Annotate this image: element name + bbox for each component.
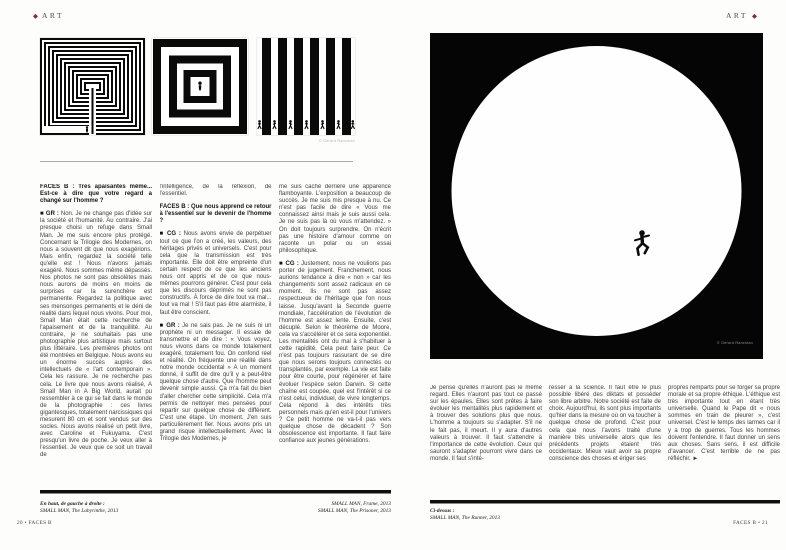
- interview-paragraph: propres remparts pour se forger sa propre morale et sa propre éthique. L'éthique est très importante tout en étant très universelle. Quand le Pape dit « nous sommes en train de pleurer », c'est universel. C'est le temps des larmes car il y a trop de guerres. Tous les hommes doivent l'entendre. Il faut donner un sens aux choses. Sans sens, il est difficile d'avancer. C'est terrible de ne pas réfléchir. ►: [668, 385, 780, 462]
- caption-right-page: [430, 508, 500, 522]
- photo-credit: © Gérard Rancinan: [716, 341, 753, 345]
- caption-rule: [40, 490, 391, 494]
- interview-paragraph: Je pense qu'elles n'auront pas le même regard. Elles n'auront pas tout ce passé sur les épaules. Elles sont prêtes à faire évoluer les mentalités plus rapidement et à trouver des solutions plus que nous. L'homme a toujours su s'adapter. S'il ne le fait pas, il meurt. Il y aura d'autres valeurs à trouver. Il faut s'attendre à l'importance de cette évolution. Ceux qui sauront s'adapter pourront vivre dans ce monde. Il faut s'inté-: [430, 385, 542, 462]
- caption-title: SMALL MAN, The Prisoner, 2013: [318, 508, 391, 514]
- interview-paragraph: me suis caché derrière une apparence flamboyante. L'exposition a beaucoup de succès. Je me suis mis presque à nu. Ce n'est pas facile de dire « Vous me connaissez ainsi mais je suis aussi cela. Je ne suis pas là où vous m'attendez. » On doit toujours surprendre. On n'écrit pas une histoire d'amour comme on raconte un polar ou un essai philosophique.: [279, 184, 391, 254]
- text-column: [668, 385, 780, 497]
- page-number-left: 20 • FACES B: [17, 520, 52, 526]
- interview-paragraph: resser à la science. Il faut être le plus possible libéré des diktats et posséder son libre arbitre. Notre société est faite de choix. Aujourd'hui, ils sont plus importants qu'hier dans la mesure où on va toucher à quelque chose de profond. C'est pour cela que nous l'avons traité d'une manière très universelle alors que les précédents projets étaient très occidentaux. Mieux vaut avoir sa propre conscience des choses et ériger ses: [549, 385, 661, 462]
- interview-paragraph: ■ GR : Je ne sais pas. Je ne suis ni un prophète ni un messager. Il essaie de transmettre et de dire : « Vous voyez, nous vivons dans ce monde totalement exagéré, totalement fou. On confond réel et réalité. On fréquente une réalité dans notre monde occidental » A un moment donné, il suffit de dire qu'il y a peut-être quelque chose d'autre. Que l'homme peut devenir simple aussi. Ça m'a fait du bien d'aller chercher cette simplicité. Cela m'a permis de nettoyer mes pensées pour repartir sur quelque chose de différent. C'est une étape. Un moment. J'en suis particulièrement fier. Nous avons pris un grand risque intellectuellement. Avec la Trilogie des Modernes, je: [159, 322, 272, 443]
- divider-rule: [40, 161, 353, 162]
- caption-intro: Ci-dessus :: [430, 508, 455, 514]
- diamond-icon: ◆: [33, 12, 38, 20]
- artwork-runner-image: [430, 33, 763, 359]
- caption-title: SMALL MAN, The Runner, 2013: [430, 515, 500, 521]
- caption-left: [40, 501, 118, 515]
- speaker-label: ■ CG :: [159, 231, 184, 238]
- interview-paragraph: ■ GR : Non. Je ne change pas d'idée sur la société et l'humanité. Au contraire. J'ai presque choisi un refuge dans Small Man. Je me suis encore plus protégé. Concernant la Trilogie des Modernes, on nous a souvent dit que nous exagérions. Mais enfin, regardez la société telle qu'elle est ! Nous n'avons jamais exagéré. Nous sommes même dépassés. Nos photos ne sont pas obsolètes mais nous aurons de moins en moins de surprises car la surenchère est permanente. Regardez la politique avec ses mensonges permanents et le déni de réalité dans lequel nous vivons. Pour moi, Small Man était cette recherche de l'apaisement et de la tranquillité. Au contraire, je ne souhaitais pas une photographie plus artistique mais surtout plus littéraire. Les premières photos ont été montrées en Belgique. Nous avons eu un énorme succès auprès des intellectuels de « l'art contemporain ». Cela les rassure. Je ne recherche pas cela. Le livre que nous avons réalisé, A Small Man in A Big World, aurait pu ressembler à ce qui se fait dans le monde de la photographie : ces livres gigantesques, totalement narcissiques qui mesurent 80 cm et sont vendus sur des socles. Nous avons réalisé un petit livre, avec Caroline et Fukuyama. C'est presqu'un livre de poche. Je veux aller à l'essentiel. Je veux que ce soit un travail de: [40, 211, 152, 459]
- caption-intro: En haut, de gauche à droite :: [40, 501, 105, 507]
- artwork-labyrinthe-image: [40, 38, 145, 135]
- caption-title: SMALL MAN, Frame, 2013: [331, 501, 391, 507]
- caption-rule: [430, 500, 780, 504]
- interview-question: FACES B : Que nous apprend ce retour à l'essentiel sur le devenir de l'homme ?: [159, 204, 272, 225]
- speaker-label: ■ GR :: [159, 322, 183, 329]
- text-column: [160, 184, 272, 488]
- kicker-label: ART: [42, 11, 65, 20]
- interview-question: FACES B : Très apaisantes même... Est-ce à dire que votre regard a changé sur l'homme ?: [40, 184, 152, 205]
- speaker-label: ■ GR :: [40, 211, 61, 218]
- text-column: [279, 184, 391, 488]
- left-page-kicker: [33, 11, 64, 20]
- text-column: [430, 385, 542, 497]
- artwork-prisoner-image: [257, 38, 355, 135]
- interview-paragraph: l'intelligence, de la réflexion, de l'essentiel.: [159, 184, 272, 198]
- text-column: [549, 385, 661, 497]
- caption-title: SMALL MAN, The Labyrinthe, 2013: [40, 508, 119, 514]
- right-text-columns: [430, 385, 780, 497]
- diamond-icon: ◆: [752, 12, 757, 20]
- kicker-label: ART: [725, 11, 748, 20]
- photo-credit: © Gérard Rancinan: [318, 139, 355, 143]
- caption-middle: [203, 501, 391, 515]
- speaker-label: ■ CG :: [279, 260, 302, 267]
- right-page-kicker: [726, 11, 757, 20]
- interview-paragraph: ■ CG : Justement, nous ne voulions pas porter de jugement. Franchement, nous aurions tendance à dire « non » car les changements sont assez radicaux en ce moment. Ils ne sont pas assez respectueux de l'héritage que l'on nous laisse. Jusqu'avant la Seconde guerre mondiale, l'accélération de l'évolution de l'homme est assez lente. Ensuite, c'est décuplé. Selon le théorème de Moore, cela va s'accélérer et ce sera exponentiel. Les mentalités ont du mal à s'habituer à cette rapidité. Cela peut faire peur. Ce n'est pas toujours rassurant de se dire que nous serons toujours connectés ou transplantés, par exemple. La vie est faite pour être courte, pour régénérer et faire évoluer l'espèce selon Darwin. Si cette chaîne est coupée, quel est l'intérêt si ce n'est celui, individuel, de vivre longtemps. Cela répond à des intérêts très personnels mais qu'en est-il pour l'univers ? Ce petit homme ne va-t-il pas vers quelque chose de décadent ? Son obsolescence est importante. Il faut faire confiance aux jeunes générations.: [279, 260, 391, 445]
- text-column: [40, 184, 152, 488]
- left-text-columns: [40, 184, 391, 488]
- page-number-right: FACES B • 21: [733, 520, 768, 526]
- artwork-frame-image: [152, 38, 248, 135]
- interview-paragraph: ■ CG : Nous avons envie de perpétuer tout ce que l'on a créé, les valeurs, des héritages privés et universels. C'est pour cela que la transmission est très importante. Elle doit être empreinte d'un certain respect de ce que les anciens nous ont appris et de ce que nous-mêmes pourrons générer. C'est pour cela que les discours déprimés ne sont pas constructifs. À force de dire tout va mal... tout va mal ! S'il faut pas être alarmiste, il faut être conscient.: [159, 231, 272, 316]
